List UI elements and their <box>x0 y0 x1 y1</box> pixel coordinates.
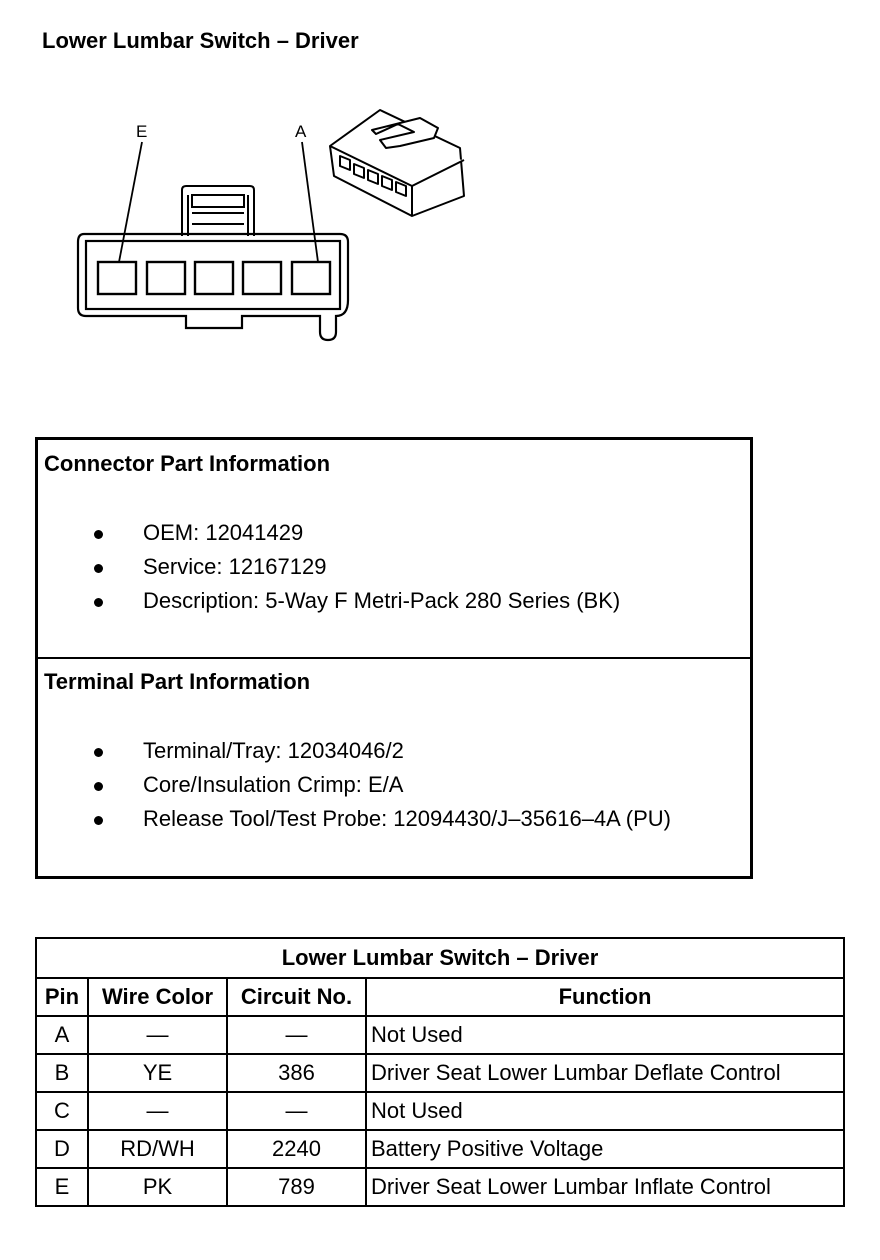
bullet-icon <box>94 564 103 573</box>
table-row <box>36 1092 844 1130</box>
pin-label-a: A <box>295 122 307 141</box>
pin-table-title: Lower Lumbar Switch – Driver <box>36 938 844 978</box>
terminal-info-heading: Terminal Part Information <box>44 669 311 694</box>
list-item-text: Service: 12167129 <box>143 554 327 579</box>
circuit-cell: 386 <box>227 1054 366 1092</box>
pin-label-e: E <box>136 122 148 141</box>
function-cell: Not Used <box>366 1016 844 1054</box>
list-item <box>38 554 620 588</box>
leader-line-a <box>302 142 318 262</box>
cavity-e <box>98 262 136 294</box>
table-row <box>36 1016 844 1054</box>
column-header-function: Function <box>366 978 844 1016</box>
pin-cell: D <box>36 1130 88 1168</box>
circuit-cell: — <box>227 1016 366 1054</box>
connector-info-box <box>35 437 753 659</box>
column-header-circuit-no: Circuit No. <box>227 978 366 1016</box>
terminal-info-box <box>35 657 753 879</box>
list-item <box>38 520 620 554</box>
pin-cell: B <box>36 1054 88 1092</box>
leader-line-e <box>119 142 142 262</box>
pin-cell: C <box>36 1092 88 1130</box>
cavity-b <box>243 262 281 294</box>
connector-info-heading: Connector Part Information <box>44 451 331 476</box>
cavity-a <box>292 262 330 294</box>
connector-iso-thumbnail <box>330 110 464 216</box>
list-item <box>38 588 620 622</box>
bullet-icon <box>94 782 103 791</box>
pin-cell: A <box>36 1016 88 1054</box>
list-item-text: OEM: 12041429 <box>143 520 304 545</box>
connector-cavities <box>98 262 330 294</box>
function-cell: Driver Seat Lower Lumbar Inflate Control <box>366 1168 844 1206</box>
page-title: Lower Lumbar Switch – Driver <box>42 28 359 53</box>
connector-diagram <box>0 100 520 350</box>
circuit-cell: 789 <box>227 1168 366 1206</box>
function-cell: Battery Positive Voltage <box>366 1130 844 1168</box>
list-item-text: Core/Insulation Crimp: E/A <box>143 772 404 797</box>
wire-color-cell: YE <box>88 1054 227 1092</box>
function-cell: Driver Seat Lower Lumbar Deflate Control <box>366 1054 844 1092</box>
wire-color-cell: — <box>88 1092 227 1130</box>
list-item <box>38 772 671 806</box>
circuit-cell: — <box>227 1092 366 1130</box>
table-row <box>36 1054 844 1092</box>
terminal-info-list <box>38 738 671 840</box>
column-header-pin: Pin <box>36 978 88 1016</box>
list-item-text: Release Tool/Test Probe: 12094430/J–35616–4A (PU) <box>143 806 671 831</box>
list-item <box>38 806 671 840</box>
list-item-text: Terminal/Tray: 12034046/2 <box>143 738 404 763</box>
table-row <box>36 1130 844 1168</box>
bullet-icon <box>94 598 103 607</box>
bullet-icon <box>94 748 103 757</box>
connector-latch <box>182 186 254 236</box>
pin-table <box>35 937 845 1207</box>
pin-cell: E <box>36 1168 88 1206</box>
connector-info-list <box>38 520 620 622</box>
wire-color-cell: — <box>88 1016 227 1054</box>
table-row <box>36 1168 844 1206</box>
bullet-icon <box>94 530 103 539</box>
list-item-text: Description: 5-Way F Metri-Pack 280 Series (BK) <box>143 588 621 613</box>
list-item <box>38 738 671 772</box>
circuit-cell: 2240 <box>227 1130 366 1168</box>
cavity-c <box>195 262 233 294</box>
cavity-d <box>147 262 185 294</box>
function-cell: Not Used <box>366 1092 844 1130</box>
bullet-icon <box>94 816 103 825</box>
wire-color-cell: PK <box>88 1168 227 1206</box>
column-header-wire-color: Wire Color <box>88 978 227 1016</box>
wire-color-cell: RD/WH <box>88 1130 227 1168</box>
pin-table-header-row <box>36 978 844 1016</box>
